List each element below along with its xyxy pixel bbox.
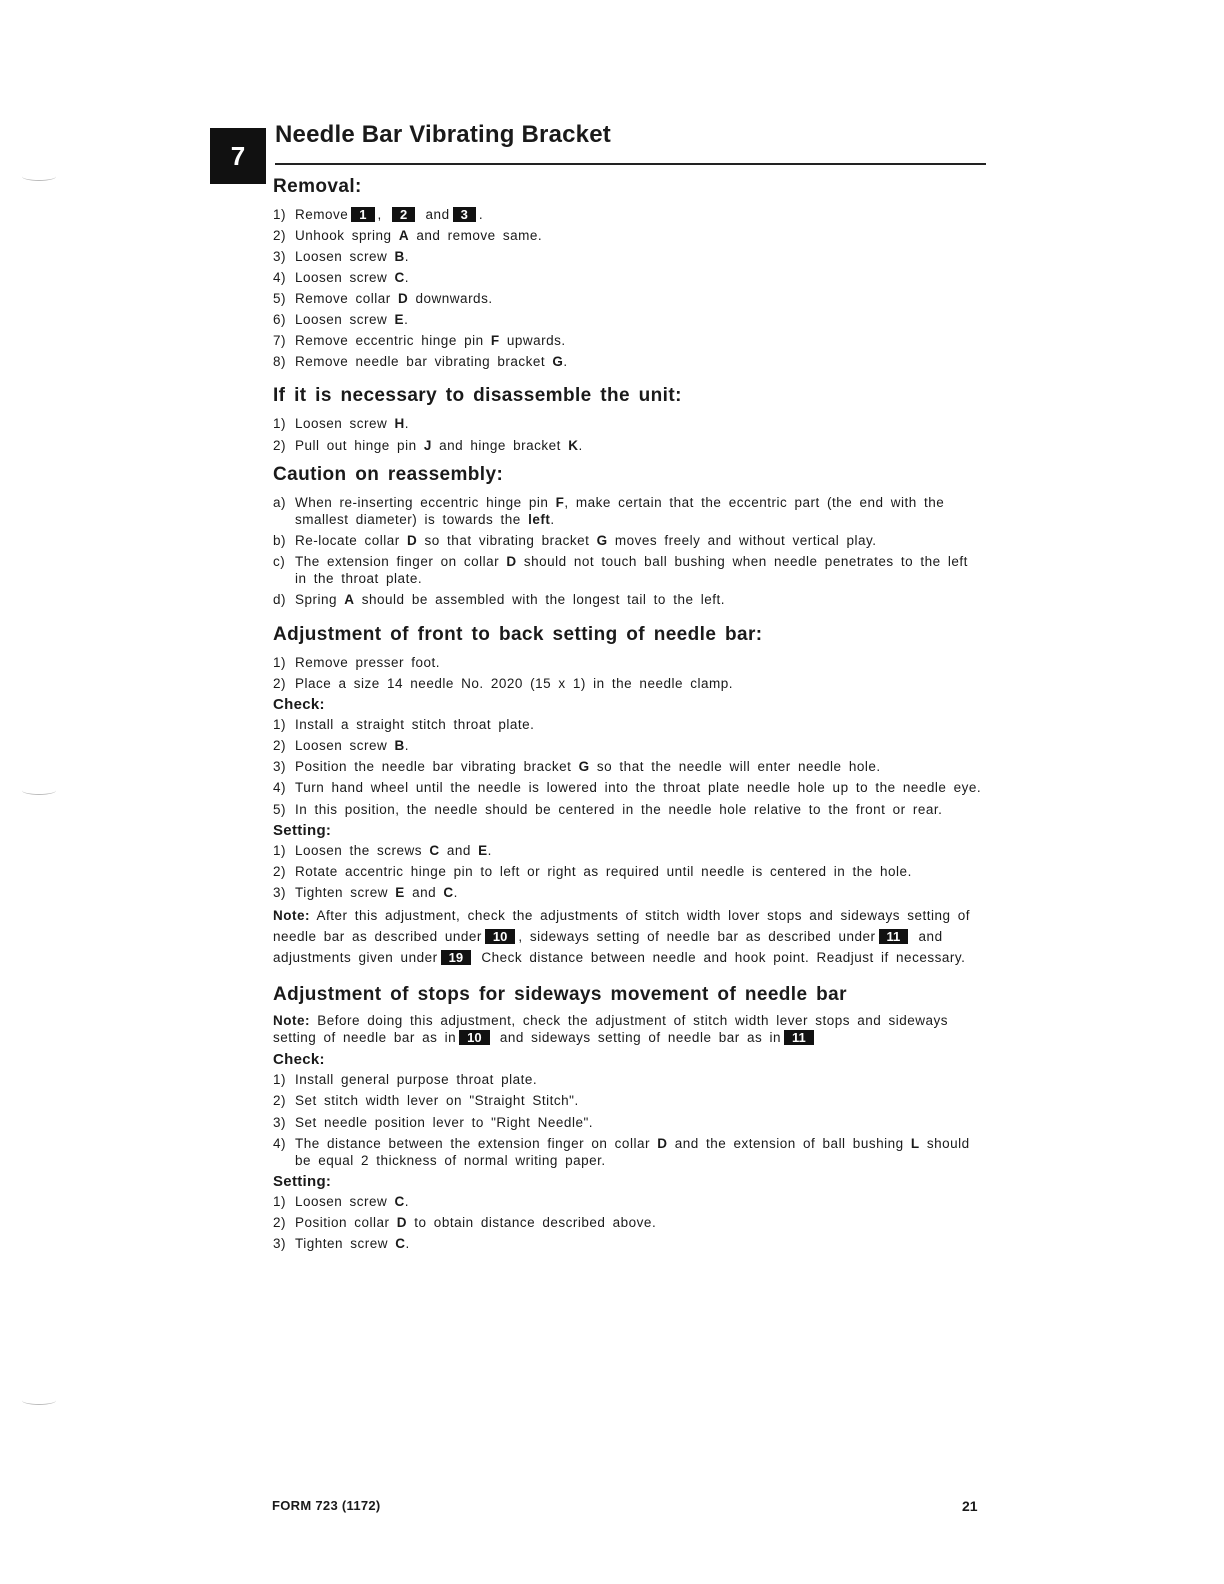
- section-ref-badge: 10: [485, 929, 515, 944]
- caution-section: [273, 464, 986, 608]
- list-item: 8) Remove needle bar vibrating bracket G.: [273, 354, 568, 369]
- disassemble-section: [273, 385, 986, 454]
- disassemble-list: [273, 415, 986, 454]
- list-item: 2) Set stitch width lever on "Straight Stitch".: [273, 1093, 579, 1109]
- binder-hole-mark: [22, 1396, 56, 1405]
- binder-hole-mark: [22, 786, 56, 795]
- page-number: 21: [962, 1498, 978, 1514]
- list-item: 2) Pull out hinge pin J and hinge bracket K.: [273, 437, 583, 453]
- list-item: 4) Turn hand wheel until the needle is lowered into the throat plate needle hole up to the needle eye.: [273, 780, 982, 796]
- removal-heading: Removal:: [273, 176, 362, 197]
- section-ref-badge: 2: [392, 207, 415, 222]
- check-heading: Check:: [273, 695, 325, 713]
- list-item: 2) Unhook spring A and remove same.: [273, 228, 543, 243]
- list-item: a) When re-inserting eccentric hinge pin F, make certain that the eccentric part (the end with the smallest diameter) is towards the left.: [273, 494, 945, 527]
- front-back-heading: Adjustment of front to back setting of needle bar:: [273, 623, 763, 645]
- setting-list: [273, 842, 986, 901]
- front-back-section: [273, 624, 986, 969]
- content: [273, 176, 986, 1256]
- sideways-note: Note: Before doing this adjustment, check the adjustment of stitch width lever stops and sideways setting of needle bar as in 10 and sideways setting of needle bar as in 11: [273, 1013, 949, 1046]
- disassemble-heading: If it is necessary to disassemble the unit:: [273, 385, 682, 406]
- section-ref-badge: 10: [459, 1030, 489, 1045]
- list-item: 3) Set needle position lever to "Right Needle".: [273, 1114, 593, 1130]
- list-item: 2) Position collar D to obtain distance described above.: [273, 1214, 657, 1230]
- setting-list: [273, 1193, 986, 1252]
- check-heading: Check:: [273, 1051, 325, 1069]
- list-item: 5) Remove collar D downwards.: [273, 291, 493, 306]
- form-number: FORM 723 (1172): [272, 1498, 381, 1513]
- binder-hole-mark: [22, 172, 56, 181]
- list-item: 3) Position the needle bar vibrating bracket G so that the needle will enter needle hole.: [273, 759, 881, 775]
- list-item: c) The extension finger on collar D should not touch ball bushing when needle penetrates to the left in the throat plate.: [273, 553, 968, 586]
- list-item: 3) Loosen screw B.: [273, 249, 410, 264]
- title-rule: [275, 163, 986, 165]
- list-item: 1) Install general purpose throat plate.: [273, 1072, 538, 1088]
- page-title: Needle Bar Vibrating Bracket: [275, 121, 611, 148]
- list-item: 1) Loosen the screws C and E.: [273, 842, 492, 858]
- chapter-number-tab: 7: [210, 128, 266, 184]
- list-item: 3) Tighten screw C.: [273, 1235, 410, 1251]
- section-ref-badge: 1: [351, 207, 374, 222]
- sideways-section: [273, 984, 986, 1252]
- list-item: 1) Remove 1 , 2 and 3 .: [273, 207, 484, 222]
- removal-section: [273, 176, 986, 370]
- list-item: b) Re-locate collar D so that vibrating bracket G moves freely and without vertical play.: [273, 532, 877, 548]
- list-item: 4) The distance between the extension finger on collar D and the extension of ball bushing L should be equal 2 thickness of normal writing paper.: [273, 1135, 970, 1168]
- list-item: 7) Remove eccentric hinge pin F upwards.: [273, 333, 566, 348]
- list-item: 1) Loosen screw C.: [273, 1193, 410, 1209]
- check-list: [273, 716, 986, 818]
- list-item: d) Spring A should be assembled with the longest tail to the left.: [273, 591, 725, 607]
- sideways-heading: Adjustment of stops for sideways movement of needle bar: [273, 984, 847, 1006]
- list-item: 2) Loosen screw B.: [273, 738, 410, 754]
- front-back-list: [273, 654, 986, 692]
- list-item: 3) Tighten screw E and C.: [273, 885, 458, 901]
- caution-list: [273, 494, 986, 608]
- section-ref-badge: 11: [784, 1030, 814, 1045]
- caution-heading: Caution on reassembly:: [273, 463, 504, 485]
- list-item: 4) Loosen screw C.: [273, 270, 410, 285]
- section-ref-badge: 3: [453, 207, 476, 222]
- list-item: 1) Loosen screw H.: [273, 416, 410, 431]
- list-item: 1) Remove presser foot.: [273, 654, 441, 670]
- list-item: 2) Rotate accentric hinge pin to left or right as required until needle is centered in the hole.: [273, 864, 912, 879]
- list-item: 2) Place a size 14 needle No. 2020 (15 x 1) in the needle clamp.: [273, 675, 733, 691]
- removal-list: [273, 206, 986, 370]
- front-back-note: Note: After this adjustment, check the adjustments of stitch width lover stops and sideways setting of needle bar as described under 10 , sideways setting of needle bar as described under 11 and adjustments given under 19 Check distance between needle and hook point. Readjust if necessary.: [273, 908, 971, 966]
- list-item: 1) Install a straight stitch throat plate.: [273, 716, 535, 732]
- check-list: [273, 1071, 986, 1168]
- section-ref-badge: 19: [441, 950, 471, 965]
- section-ref-badge: 11: [879, 929, 909, 944]
- setting-heading: Setting:: [273, 1172, 332, 1190]
- list-item: 5) In this position, the needle should be centered in the needle hole relative to the front or rear.: [273, 801, 943, 817]
- setting-heading: Setting:: [273, 821, 332, 839]
- list-item: 6) Loosen screw E.: [273, 312, 409, 327]
